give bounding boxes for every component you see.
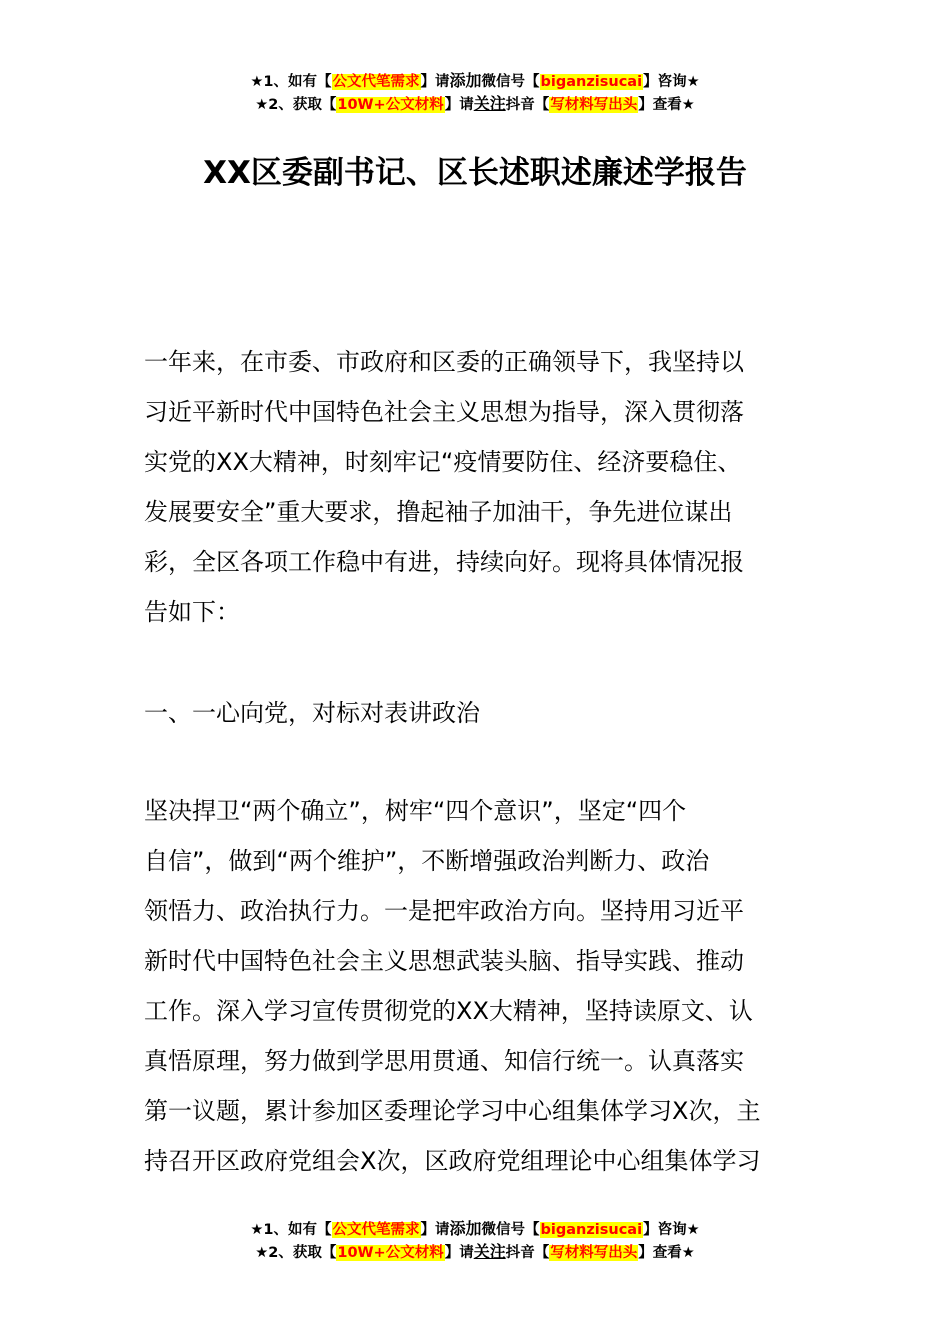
paragraph-line: 新时代中国特色社会主义思想武装头脑、指导实践、推动	[144, 947, 744, 975]
paragraph-line: 告如下：	[144, 598, 240, 626]
intro-paragraph	[144, 337, 808, 637]
header-banner	[0, 70, 950, 116]
footer-highlight-wechat-id: biganzisucai	[540, 1222, 643, 1238]
section-1-paragraph	[144, 786, 808, 1186]
paragraph-line: 持召开区政府党组会X次，区政府党组理论中心组集体学习	[144, 1147, 761, 1175]
paragraph-line: 领悟力、政治执行力。一是把牢政治方向。坚持用习近平	[144, 897, 744, 925]
paragraph-line: 习近平新时代中国特色社会主义思想为指导，深入贯彻落	[144, 398, 744, 426]
header-highlight-service: 公文代笔需求	[332, 74, 420, 90]
paragraph-line: 彩，全区各项工作稳中有进，持续向好。现将具体情况报	[144, 548, 744, 576]
paragraph-line: 坚决捍卫“两个确立”，树牢“四个意识”，坚定“四个	[144, 797, 687, 825]
header-highlight-douyin-account: 写材料写出头	[550, 97, 638, 113]
paragraph-line: 工作。深入学习宣传贯彻党的XX大精神，坚持读原文、认	[144, 997, 753, 1025]
header-banner-line-1: ★1、如有【公文代笔需求】请添加微信号【biganzisucai】咨询★	[250, 71, 700, 90]
paragraph-line: 真悟原理，努力做到学思用贯通、知信行统一。认真落实	[144, 1047, 744, 1075]
footer-banner	[0, 1218, 950, 1264]
paragraph-line: 自信”，做到“两个维护”，不断增强政治判断力、政治	[144, 847, 710, 875]
paragraph-line: 实党的XX大精神，时刻牢记“疫情要防住、经济要稳住、	[144, 448, 742, 476]
header-highlight-materials: 10W+公文材料	[337, 97, 444, 113]
footer-highlight-service: 公文代笔需求	[332, 1222, 420, 1238]
footer-banner-line-1: ★1、如有【公文代笔需求】请添加微信号【biganzisucai】咨询★	[250, 1219, 700, 1238]
document-title: XX区委副书记、区长述职述廉述学报告	[203, 155, 747, 191]
footer-banner-line-2: ★2、获取【10W+公文材料】请关注抖音【写材料写出头】查看★	[255, 1242, 695, 1261]
header-banner-line-2: ★2、获取【10W+公文材料】请关注抖音【写材料写出头】查看★	[255, 94, 695, 113]
paragraph-line: 一年来，在市委、市政府和区委的正确领导下，我坚持以	[144, 348, 744, 376]
footer-highlight-materials: 10W+公文材料	[337, 1245, 444, 1261]
paragraph-line: 发展要安全”重大要求，撸起袖子加油干，争先进位谋出	[144, 498, 733, 526]
header-highlight-wechat-id: biganzisucai	[540, 74, 643, 90]
paragraph-line: 第一议题，累计参加区委理论学习中心组集体学习X次，主	[144, 1097, 761, 1125]
section-heading-1: 一、一心向党，对标对表讲政治	[144, 699, 480, 727]
footer-highlight-douyin-account: 写材料写出头	[550, 1245, 638, 1261]
